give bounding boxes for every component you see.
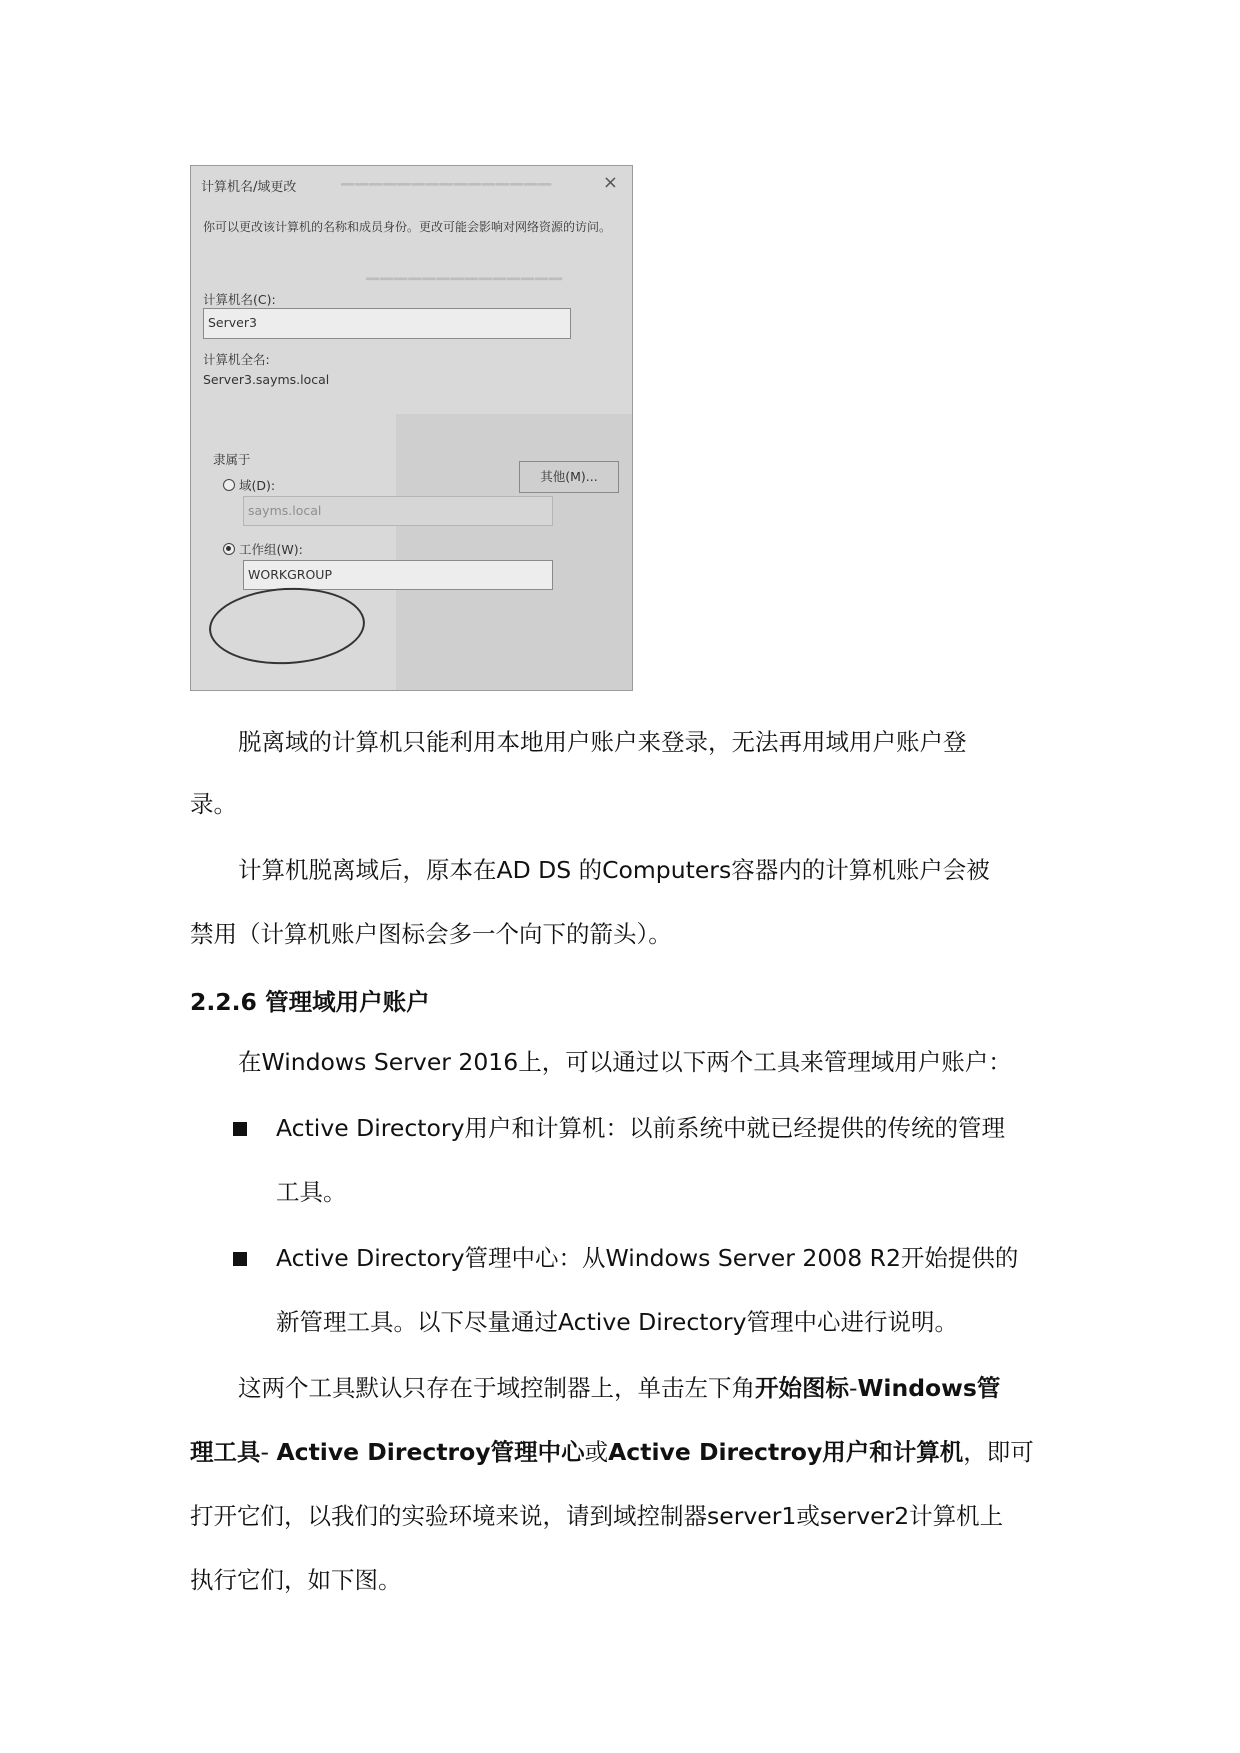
bullet-1-line-1: Active Directory用户和计算机：以前系统中就已经提供的传统的管理 [276, 1114, 1005, 1142]
domain-radio-label: 域(D): [239, 478, 276, 493]
workgroup-radio[interactable] [223, 543, 235, 555]
bold-run: Active Directroy用户和计算机 [608, 1438, 964, 1466]
bleed-through-text: ▔▔▔▔▔▔▔▔▔▔▔▔▔▔▔ [341, 184, 553, 204]
domain-radio[interactable] [223, 479, 235, 491]
dialog-title: 计算机名/域更改 [201, 180, 297, 195]
text-run: 这两个工具默认只存在于域控制器上，单击左下角 [238, 1374, 755, 1402]
computer-name-label: 计算机名(C): [203, 292, 276, 307]
text-run: 或 [584, 1438, 609, 1466]
text-run: ，即可 [963, 1438, 1034, 1466]
bold-run: Active Directroy管理中心 [276, 1438, 585, 1466]
bold-run: Windows管 [857, 1374, 1001, 1402]
workgroup-radio-label: 工作组(W): [239, 542, 303, 557]
dialog-screenshot [190, 165, 633, 691]
computer-name-input[interactable]: Server3 [203, 308, 571, 339]
close-icon[interactable]: × [602, 172, 618, 193]
scan-shade [396, 414, 633, 691]
bullet-2-line-1: Active Directory管理中心：从Windows Server 2008 R2开始提供的 [276, 1244, 1019, 1272]
paragraph-1-line-2: 录。 [190, 790, 237, 818]
full-name-value: Server3.sayms.local [203, 372, 330, 387]
paragraph-1-line-1: 脱离域的计算机只能利用本地用户账户来登录，无法再用域用户账户登 [238, 728, 967, 756]
dialog-description: 你可以更改该计算机的名称和成员身份。更改可能会影响对网络资源的访问。 [203, 220, 612, 234]
text-run: - [260, 1438, 277, 1466]
member-of-label: 隶属于 [213, 452, 251, 467]
full-name-label: 计算机全名: [203, 352, 270, 367]
bullet-1-line-2: 工具。 [276, 1178, 347, 1206]
more-button[interactable]: 其他(M)... [519, 461, 619, 493]
bullet-2-line-2: 新管理工具。以下尽量通过Active Directory管理中心进行说明。 [276, 1308, 958, 1336]
final-paragraph-line-4: 执行它们，如下图。 [190, 1566, 402, 1594]
bleed-through-text: ▁▁▁▁▁▁▁▁▁▁▁▁▁▁ [366, 261, 564, 281]
highlight-ellipse [207, 584, 367, 668]
paragraph-2-line-1: 计算机脱离域后，原本在AD DS 的Computers容器内的计算机账户会被 [238, 856, 990, 884]
domain-input[interactable]: sayms.local [243, 496, 553, 526]
bold-run: 理工具 [190, 1438, 261, 1466]
bullet-marker [233, 1122, 247, 1136]
final-paragraph-line-3: 打开它们，以我们的实验环境来说，请到域控制器server1或server2计算机上 [190, 1502, 1004, 1530]
section-heading: 2.2.6 管理域用户账户 [190, 988, 430, 1016]
paragraph-2-line-2: 禁用（计算机账户图标会多一个向下的箭头）。 [190, 920, 672, 948]
paragraph-3: 在Windows Server 2016上，可以通过以下两个工具来管理域用户账户： [238, 1048, 1012, 1076]
workgroup-input[interactable]: WORKGROUP [243, 560, 553, 590]
bullet-marker [233, 1252, 247, 1266]
final-paragraph-line-2 [190, 1437, 1034, 1467]
text-run: - [849, 1374, 858, 1402]
final-paragraph-line-1 [238, 1373, 1000, 1403]
bold-run: 开始图标 [755, 1374, 849, 1402]
